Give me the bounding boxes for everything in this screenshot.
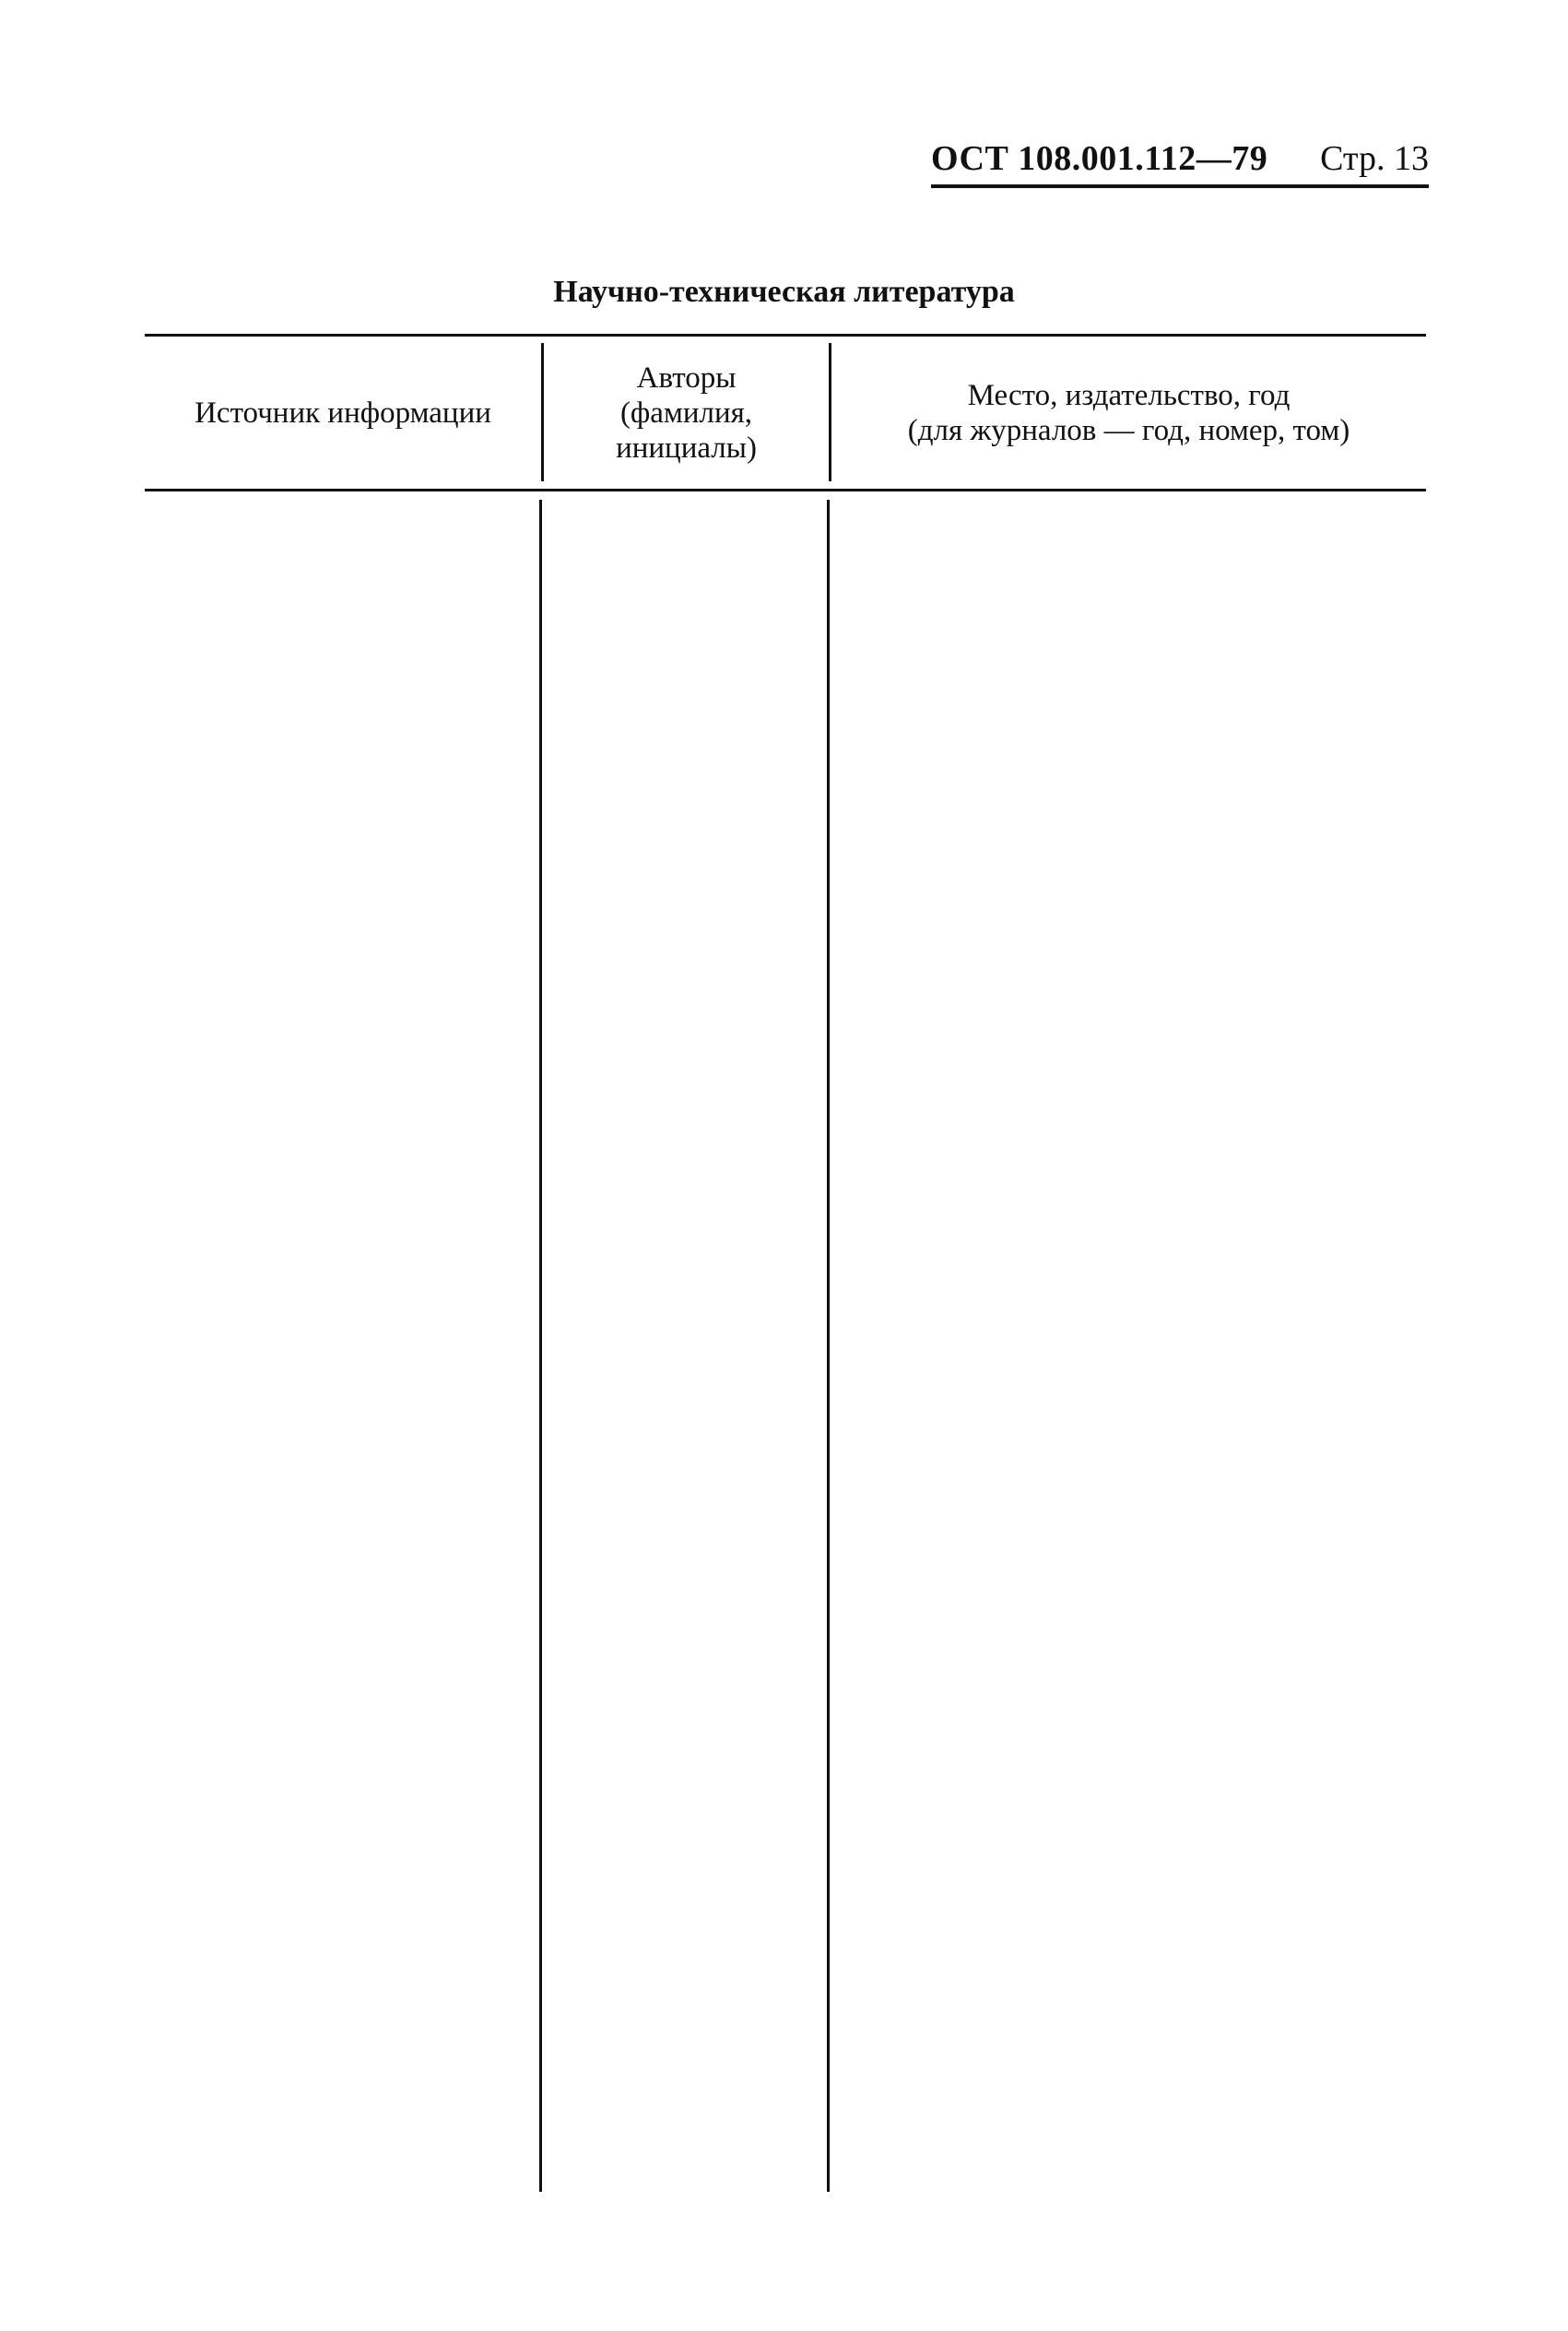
header-column-divider-1	[541, 343, 544, 481]
section-title: Научно-техническая литература	[553, 275, 1015, 309]
header-column-divider-2	[829, 343, 831, 481]
column-header-source	[145, 337, 541, 489]
standard-code: ОСТ 108.001.112—79	[931, 139, 1268, 178]
column-header-publication	[831, 337, 1426, 489]
body-column-divider-1	[539, 500, 542, 2192]
column-header-authors	[544, 337, 829, 489]
document-header	[931, 138, 1429, 194]
table-body	[145, 491, 1426, 2196]
column-header-source-label: Источник информации	[195, 396, 491, 430]
body-column-divider-2	[827, 500, 830, 2192]
column-header-authors-label: Авторы (фамилия, инициалы)	[616, 361, 757, 465]
header-underline	[931, 184, 1429, 188]
literature-table	[145, 334, 1426, 2196]
column-header-publication-label: Место, издательство, год (для журналов — год, номер, том)	[907, 378, 1350, 447]
page-number: Стр. 13	[1320, 139, 1429, 178]
